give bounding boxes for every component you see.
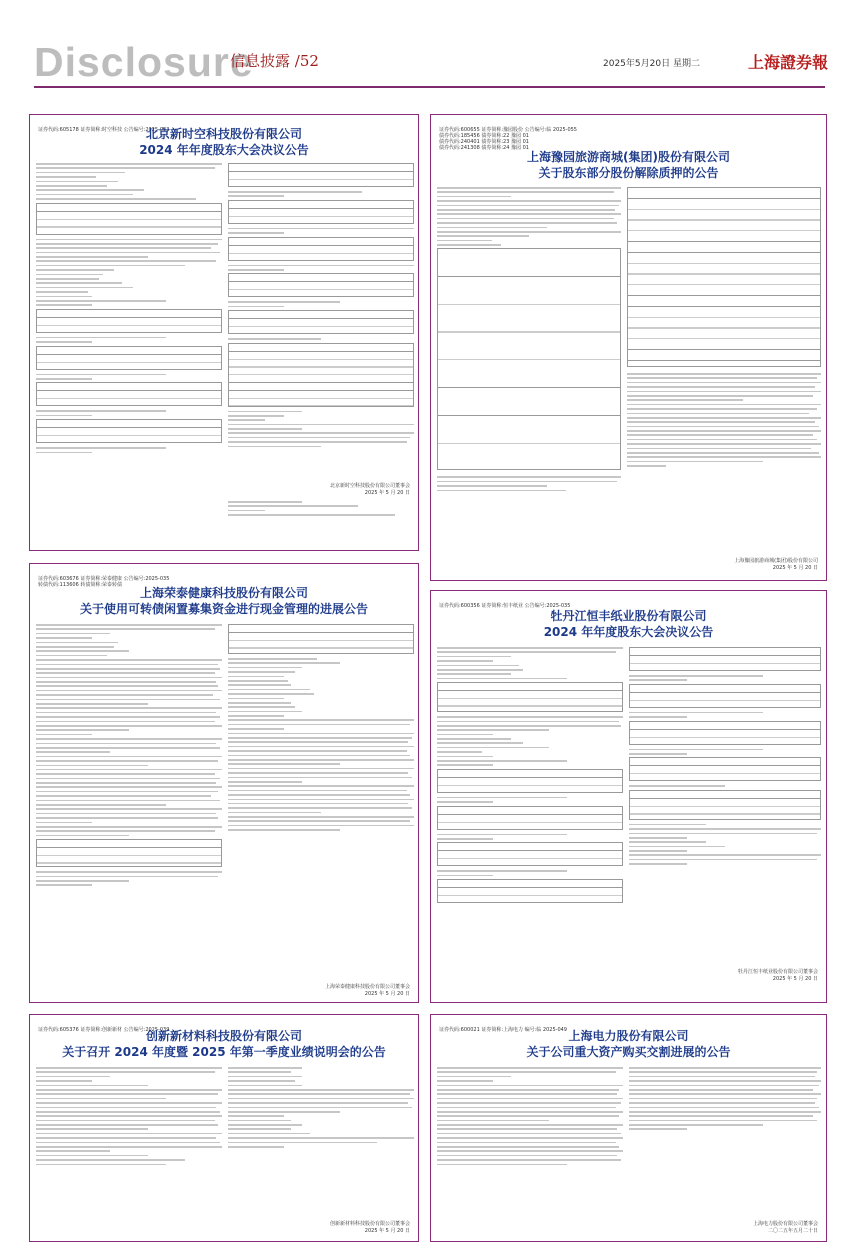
data-table [228, 163, 414, 187]
announcement-yuyuan [430, 114, 827, 581]
announcement-title-line1: 创新新材料科技股份有限公司 [145, 1029, 302, 1043]
signature-block [734, 558, 818, 572]
announcement-title-line2: 2024 年年度股东大会决议公告 [543, 625, 714, 639]
data-table [36, 839, 222, 867]
signature-date: 2025 年 5 月 20 日 [772, 976, 818, 982]
pledge-release-table [437, 248, 621, 470]
body-text-footer [228, 501, 414, 519]
body-text-right [228, 624, 414, 834]
data-table [36, 382, 222, 406]
announcement-rotai-health [29, 563, 419, 1003]
body-text-left [36, 163, 222, 456]
announcement-title-line1: 上海电力股份有限公司 [568, 1029, 689, 1043]
announcement-title-line2: 关于使用可转债闲置募集资金进行现金管理的进展公告 [79, 602, 368, 616]
data-table [228, 273, 414, 297]
announcement-title-line1: 牡丹江恒丰纸业股份有限公司 [550, 609, 707, 623]
announcement-innovation-materials [29, 1014, 419, 1242]
newspaper-name: 上海證券報 [748, 53, 829, 72]
signature-date: 2025 年 5 月 20 日 [364, 1228, 410, 1234]
body-text-right [629, 647, 821, 868]
data-table [228, 237, 414, 261]
announcement-code: 证券代码:600356 证券简称:恒丰纸业 公告编号:2025-035 [439, 603, 571, 609]
issue-date: 2025年5月20日 星期二 [603, 59, 700, 69]
body-text-left [437, 187, 621, 494]
signature-block [753, 1221, 818, 1235]
announcement-code: 证券代码:600021 证券简称:上海电力 编号:临 2025-049 [439, 1027, 567, 1033]
announcement-code: 证券代码:605178 证券简称:时空科技 公告编号:2025-033 [38, 127, 170, 133]
signature-company: 牡丹江恒丰纸业股份有限公司董事会 [737, 969, 818, 975]
announcement-code: 证券代码:605376 证券简称:创新新材 公告编号:2025-039 [38, 1027, 170, 1033]
body-text-left [437, 647, 623, 907]
announcement-title-line1: 上海荣泰健康科技股份有限公司 [139, 586, 308, 600]
data-table [629, 757, 821, 781]
signature-block [330, 483, 410, 497]
body-text-right-lower [629, 1067, 821, 1133]
data-table [36, 346, 222, 370]
announcement-shikong-tech [29, 114, 419, 551]
signature-date: 2025 年 5 月 20 日 [364, 991, 410, 997]
signature-date: 二〇二五年五月二十日 [767, 1228, 818, 1234]
announcement-hengfeng-paper [430, 590, 827, 1003]
signature-block [738, 969, 818, 983]
signature-block [330, 1221, 410, 1235]
announcement-code: 证券代码:603676 证券简称:荣泰健康 公告编号:2025-035 转债代码:113606 转债简称:荣泰转债 [38, 576, 170, 588]
signature-block [325, 984, 410, 998]
announcement-title-line2: 关于召开 2024 年度暨 2025 年第一季度业绩说明会的公告 [62, 1045, 386, 1059]
body-text-right [228, 163, 414, 450]
body-text-right [627, 187, 821, 470]
announcement-title-line1: 北京新时空科技股份有限公司 [145, 127, 302, 141]
masthead-divider [34, 86, 825, 88]
body-text-left [437, 1067, 623, 1168]
data-table [228, 200, 414, 224]
data-table [629, 790, 821, 820]
announcement-title-line1: 上海豫园旅游商城(集团)股份有限公司 [527, 150, 730, 164]
data-table [36, 419, 222, 443]
masthead-logo: Disclosure [34, 39, 254, 85]
announcement-title-line2: 关于股东部分股份解除质押的公告 [538, 166, 719, 180]
body-text-left [36, 624, 222, 889]
signature-date: 2025 年 5 月 20 日 [364, 490, 410, 496]
announcement-title-line2: 关于公司重大资产购买交割进展的公告 [526, 1045, 731, 1059]
wealth-product-table [228, 624, 414, 654]
announcement-shanghai-electric-power [430, 1014, 827, 1242]
signature-company: 上海豫园旅游商城(集团)股份有限公司 [734, 558, 818, 564]
signature-company: 上海荣泰健康科技股份有限公司董事会 [324, 984, 410, 990]
shareholding-table [627, 187, 821, 367]
data-table [36, 309, 222, 333]
announcement-code: 证券代码:600655 证券简称:豫园股份 公告编号:临 2025-055 债券代码:185456 债券简称:22 豫园 01 债券代码:240401 债券简称:23 豫园 01 债券代码:241308 债券简称:24 豫园 01 [439, 127, 577, 151]
masthead [0, 0, 857, 100]
data-table [629, 647, 821, 671]
data-table [228, 343, 414, 407]
data-table [437, 842, 623, 866]
signature-date: 2025 年 5 月 20 日 [772, 565, 818, 571]
body-text-left [36, 1067, 222, 1168]
data-table [228, 310, 414, 334]
data-table [629, 721, 821, 745]
body-text-right [228, 1067, 414, 1150]
data-table [437, 682, 623, 712]
signature-company: 上海电力股份有限公司董事会 [752, 1221, 818, 1227]
section-label: 信息披露 /52 [230, 52, 319, 70]
data-table [437, 879, 623, 903]
data-table [437, 806, 623, 830]
data-table [629, 684, 821, 708]
data-table [36, 203, 222, 235]
announcement-title-line2: 2024 年年度股东大会决议公告 [139, 143, 309, 157]
signature-company: 北京新时空科技股份有限公司董事会 [329, 483, 410, 489]
data-table [437, 769, 623, 793]
signature-company: 创新新材料科技股份有限公司董事会 [329, 1221, 410, 1227]
